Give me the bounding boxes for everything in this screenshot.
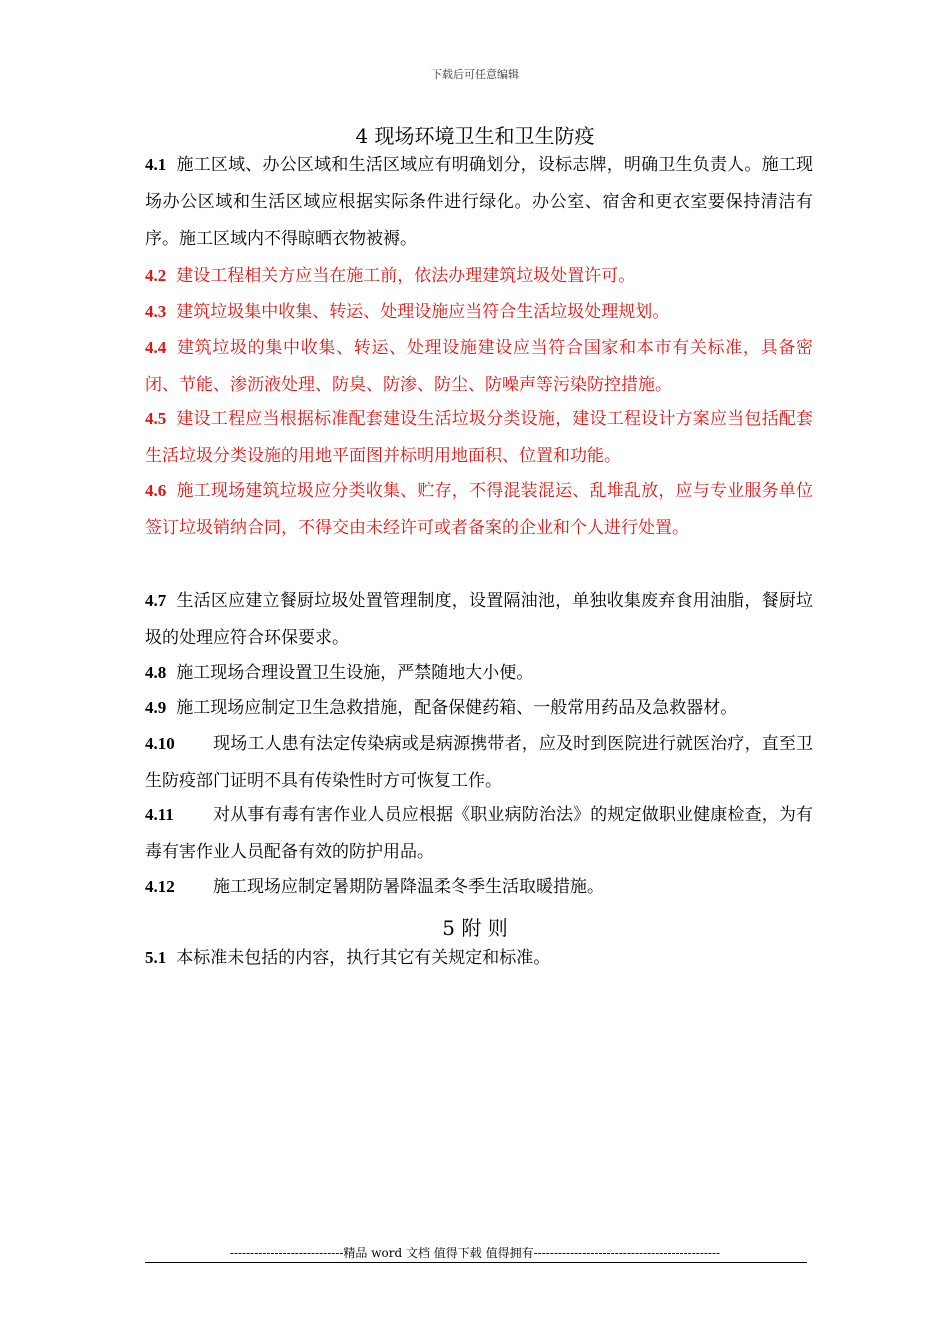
clause-5-1 <box>145 939 813 977</box>
clause-4-9 <box>145 689 813 727</box>
footer-divider <box>145 1262 807 1263</box>
clause-text: 施工现场合理设置卫生设施，严禁随地大小便。 <box>176 663 534 683</box>
clause-number: 4.9 <box>145 698 167 717</box>
clause-4-11 <box>145 796 813 871</box>
clause-text: 现场工人患有法定传染病或是病源携带者，应及时到医院进行就医治疗，直至卫生防疫部门证明不具有传染性时方可恢复工作。 <box>145 734 813 791</box>
clause-text: 施工区域、办公区域和生活区域应有明确划分，设标志牌，明确卫生负责人。施工现场办公区域和生活区域应根据实际条件进行绿化。办公室、宿舍和更衣室要保持清洁有序。施工区域内不得晾晒衣物被褥。 <box>145 155 813 249</box>
clause-number: 4.6 <box>145 481 167 500</box>
clause-number: 4.4 <box>145 338 167 357</box>
clause-number: 4.12 <box>145 877 175 896</box>
clause-4-7 <box>145 582 813 657</box>
clause-number: 4.2 <box>145 266 167 285</box>
page-header-note: 下载后可任意编辑 <box>431 68 519 81</box>
clause-text: 施工现场应制定卫生急救措施，配备保健药箱、一般常用药品及急救器材。 <box>176 698 738 718</box>
clause-text: 建筑垃圾的集中收集、转运、处理设施建设应当符合国家和本市有关标准，具备密闭、节能、渗沥液处理、防臭、防渗、防尘、防噪声等污染防控措施。 <box>145 338 813 395</box>
clause-4-3 <box>145 293 813 331</box>
clause-number: 4.8 <box>145 663 167 682</box>
clause-text: 本标准未包括的内容，执行其它有关规定和标准。 <box>176 948 551 968</box>
clause-number: 4.7 <box>145 591 167 610</box>
clause-text: 建筑垃圾集中收集、转运、处理设施应当符合生活垃圾处理规划。 <box>176 302 670 322</box>
clause-4-1 <box>145 146 813 258</box>
clause-text: 施工现场应制定暑期防暑降温柔冬季生活取暖措施。 <box>213 877 604 897</box>
clause-text: 生活区应建立餐厨垃圾处置管理制度，设置隔油池，单独收集废弃食用油脂，餐厨垃圾的处理应符合环保要求。 <box>145 591 813 648</box>
clause-text: 施工现场建筑垃圾应分类收集、贮存，不得混装混运、乱堆乱放，应与专业服务单位签订垃圾销纳合同，不得交由未经许可或者备案的企业和个人进行处置。 <box>145 481 813 538</box>
clause-4-6 <box>145 472 813 547</box>
clause-number: 5.1 <box>145 948 167 967</box>
clause-4-4 <box>145 329 813 404</box>
clause-4-8 <box>145 654 813 692</box>
clause-text: 对从事有毒有害作业人员应根据《职业病防治法》的规定做职业健康检查，为有毒有害作业人员配备有效的防护用品。 <box>145 805 813 862</box>
clause-4-10 <box>145 725 813 800</box>
clause-text: 建设工程相关方应当在施工前，依法办理建筑垃圾处置许可。 <box>176 266 636 286</box>
clause-text: 建设工程应当根据标准配套建设生活垃圾分类设施，建设工程设计方案应当包括配套生活垃圾分类设施的用地平面图并标明用地面积、位置和功能。 <box>145 409 813 466</box>
clause-number: 4.11 <box>145 805 174 824</box>
clause-number: 4.10 <box>145 734 175 753</box>
clause-number: 4.5 <box>145 409 167 428</box>
section-5-title: 5 附 则 <box>442 916 508 940</box>
page-footer-text: ----------------------------精品 word 文档 值得下载 值得拥有---------------------------------------------- <box>229 1246 721 1260</box>
clause-4-12 <box>145 868 813 906</box>
section-4-title: 4 现场环境卫生和卫生防疫 <box>355 124 595 148</box>
clause-number: 4.1 <box>145 155 167 174</box>
clause-number: 4.3 <box>145 302 167 321</box>
clause-4-5 <box>145 400 813 475</box>
clause-4-2 <box>145 257 813 295</box>
